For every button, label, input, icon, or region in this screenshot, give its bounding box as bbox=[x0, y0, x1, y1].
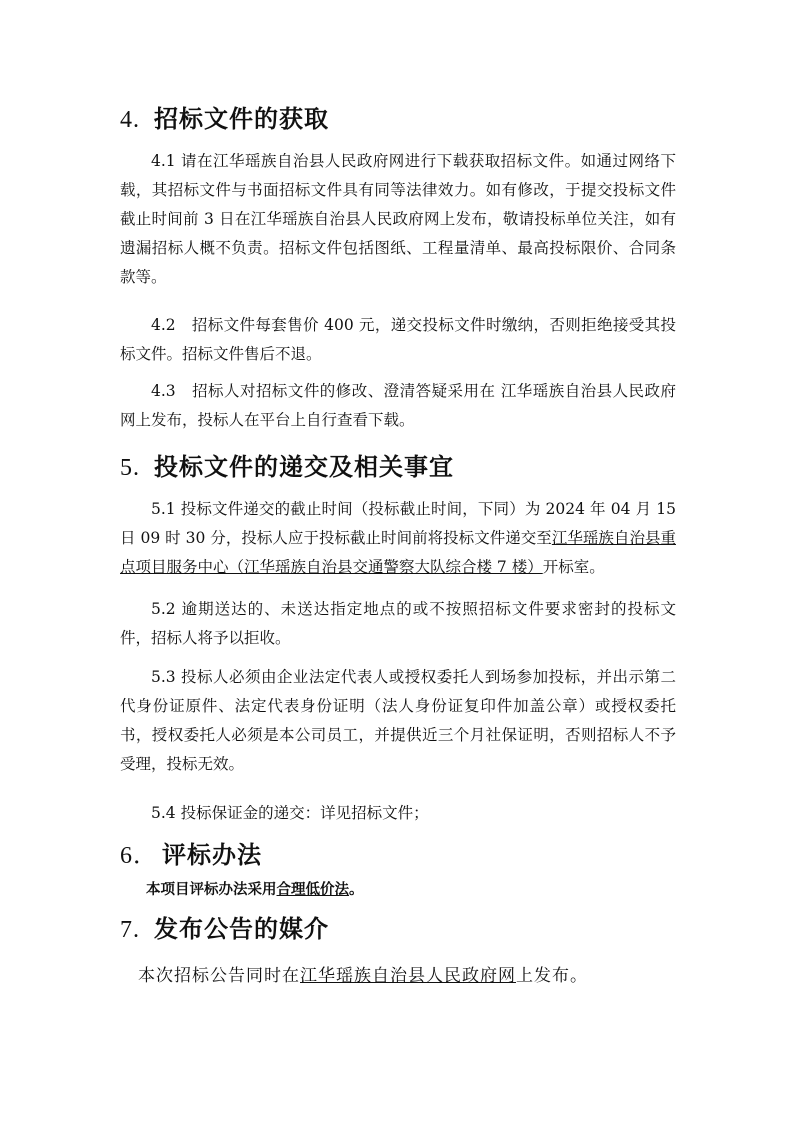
paragraph-4-1: 4.1 请在江华瑶族自治县人民政府网进行下载获取招标文件。如通过网络下载，其招标文件与书面招标文件具有同等法律效力。如有修改，于提交投标文件截止时间前 3 日在江华瑶族自治县人民政府网上发布，敬请投标单位关注，如有遗漏招标人概不负责。招标文件包括图纸、工程量清单、最高投标限价、合同条款等。 bbox=[120, 152, 676, 286]
paragraph-4-2: 4.2 招标文件每套售价 400 元，递交投标文件时缴纳，否则拒绝接受其投标文件。招标文件售后不退。 bbox=[120, 316, 676, 363]
paragraph-4-3: 4.3 招标人对招标文件的修改、澄清答疑采用在 江华瑶族自治县人民政府网上发布，投标人在平台上自行查看下载。 bbox=[120, 382, 676, 429]
paragraph-5-3: 5.3 投标人必须由企业法定代表人或授权委托人到场参加投标，并出示第二代身份证原件、法定代表身份证明（法人身份证复印件加盖公章）或授权委托书，授权委托人必须是本公司员工，并提供近三个月社保证明，否则招标人不予受理，投标无效。 bbox=[120, 668, 676, 773]
paragraph-5-1-text: 5.1 投标文件递交的截止时间（投标截止时间，下同）为 2024 年 04 月 15 日 09 时 30 分，投标人应于投标截止时间前将投标文件递交至 bbox=[120, 500, 676, 547]
section-4-title: 招标文件的获取 bbox=[154, 105, 329, 133]
section-6-heading bbox=[120, 840, 262, 871]
paragraph-5-1 bbox=[120, 495, 676, 582]
section-6-title: 评标办法 bbox=[162, 841, 262, 869]
section-5-title: 投标文件的递交及相关事宜 bbox=[154, 453, 454, 481]
publication-media-line bbox=[138, 962, 588, 991]
section-7-number: 7. bbox=[120, 917, 140, 943]
paragraph-5-1-end: 开标室。 bbox=[542, 558, 605, 576]
evaluation-method-line bbox=[146, 876, 364, 905]
section-7-heading bbox=[120, 914, 329, 945]
section-4-heading bbox=[120, 104, 329, 135]
publication-media-text: 本次招标公告同时在 bbox=[138, 966, 300, 986]
paragraph-5-2: 5.2 逾期送达的、未送达指定地点的或不按照招标文件要求密封的投标文件，招标人将予以拒收。 bbox=[120, 600, 676, 647]
paragraph-5-4: 5.4 投标保证金的递交：详见招标文件； bbox=[151, 804, 429, 822]
section-5-heading bbox=[120, 452, 454, 483]
evaluation-method-end: 。 bbox=[349, 882, 364, 898]
evaluation-method-text: 本项目评标办法采用 bbox=[146, 882, 277, 898]
section-6-number: 6． bbox=[120, 843, 158, 869]
section-5-number: 5. bbox=[120, 455, 140, 481]
publication-media-name: 江华瑶族自治县人民政府网 bbox=[300, 966, 516, 986]
section-4-number: 4. bbox=[120, 107, 140, 133]
publication-media-end: 上发布。 bbox=[516, 966, 588, 986]
venue-address: 江华瑶族自治县重点项目服务中心（江华瑶族自治县交通警察大队综合楼 7 楼） bbox=[120, 529, 676, 576]
evaluation-method-name: 合理低价法 bbox=[276, 882, 349, 898]
section-7-title: 发布公告的媒介 bbox=[154, 915, 329, 943]
